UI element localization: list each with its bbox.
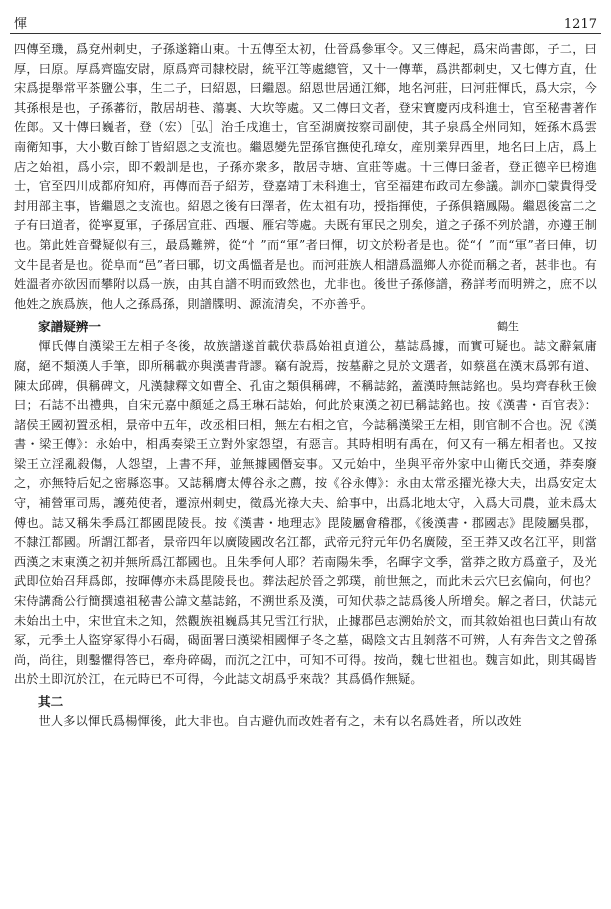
subsection-paragraph: 世人多以惲氏爲楊惲後，此大非也。自古避仇而改姓者有之，未有以名爲姓者，所以改姓 — [38, 714, 522, 728]
main-text — [14, 40, 597, 732]
opening-paragraph: 四傳至璣，爲兗州刺史，子孫遂籍山東。十五傳至太初，仕晉爲參軍令。又三傳起，爲宋尚書郎，子二，曰厚，曰原。厚爲齊臨安尉，原爲齊司隸校尉，統平江等處總管，又十一傳華，爲洪都刺史，又七傳方直，仕宋爲提舉常平茶鹽公事，生二子，曰紹恩，曰繼恩。紹恩世居通江鄉，地名河莊，曰河莊惲氏，爲大宗，今其孫根是也，子孫蕃衍，散居胡巷、蕩裏、大坎等處。又二傳曰文者，登宋寶慶丙戌科進士，官至秘書著作佐郎。又十傳曰巍者，登（宏）［弘］治壬戌進士，官至湖廣按察司副使，其子泉爲全州同知，姪孫木爲雲南衛知事，大小數百餘丁皆紹恩之支流也。繼恩變先罡孫官撫使孔璋女，産別業舁西里，地名曰上店，爲上店之始祖，爲小宗，即不穀訓是也，子孫亦衆多，散居寺塘、宣莊等處。十三傳曰釜者，登正德辛巳榜進士，官至四川成都府知府，再傳而吾子紹芳，登嘉靖丁未科進士，官至福建布政司左參議。訓亦□蒙貴得受封用部主事，皆繼恩之支流也。紹恩之後有曰澤者，佐太祖有功，授指揮使，子孫俱籍鳳陽。繼恩後富二之子有曰道者，從寧夏軍，子孫居宣莊、西堰、雁宕等處。夫既有軍民之別矣，道之子孫不列於譜，亦遵王制也。第此姓音聲疑似有三，最爲難辨，從“忄”而“軍”者曰惲，切文於粉者是也。從“亻”而“軍”者曰俥，切文牛昆者是也。從阜而“邑”者曰鄆，切文禹慍者是也。而河莊族人相譜爲溫鄉人亦從而稱之者，甚非也。有姓溫者亦欲因而攀附以爲一族，由其自譜不明而致然也，尤非也。後世子孫修譜，務詳考而明辨之，庶不以他姓之族爲族，他人之孫爲孫，則譜牒明、源流清矣，不亦善乎。 — [14, 42, 597, 311]
section-heading — [14, 316, 597, 337]
page-header — [14, 6, 597, 32]
section-paragraph: 惲氏傳自漢梁王左相子冬後，故族譜遂首載伏恭爲始祖貞道公，墓誌爲據，而實可疑也。誌文辭氣庸腐，絕不類漢人手筆，即所稱載亦與漢書背謬。竊有說焉，按墓辭之見於文選者，如蔡邕在漢末爲郭有道、陳太邱碑，俱稱碑文，凡漢隸釋文如曹全、孔宙之類俱稱碑，不稱誌銘，蓋漢時無誌銘也。吳均齊春秋王儉曰；石誌不出禮典，自宋元嘉中顏延之爲王琳石誌始，何此於東漢之初已稱誌銘也。按《漢書・百官表》：諸侯王國初置丞相，景帝中五年，改丞相曰相，無左右相之官，今誌稱漢梁王左相，則官制不合也。況《漢書・梁王傳》：永始中，相禹奏梁王立對外家怨望，有惡言。其時相明有禹在，何又有一稱左相者也。又按梁王立淫亂殺傷，人怨望，上書不拜，並無據國僭妄事。又元始中，坐與平帝外家中山衛氏交通，莽奏廢之，亦無特后妃之密縣恣事。又誌稱膺太傅谷永之薦，按《谷永傳》：永由太常丞擢光祿大夫，出爲安定太守，補營軍司馬，護苑使者，遷涼州刺史，徵爲光祿大夫、給事中，出爲北地太守，入爲大司農，並未爲太傅也。誌又稱朱季爲江都國毘陵長。按《漢書・地理志》毘陵屬會稽郡，《後漢書・郡國志》毘陵屬吳郡，不隸江都國。所謂江都者，景帝四年以廣陵國改名江都，武帝元狩元年仍名廣陵，至王莽又改名江平，則當西漢之末東漢之初并無所爲江都國也。且朱季何人耶？若南陽朱季，名暉字文季，當莽之敗方爲童子，及光武即位始召拜爲郎，按暉傳亦未爲毘陵長也。葬法起於晉之郭璞，前世無之，而此未云穴巳玄偏向，何也？宋侍講喬公行簡撰遠祖秘書公諱文墓誌銘，不溯世系及漢，可知伏恭之誌爲後人所增矣。解之者曰，伏誌元未始出土中，宋世宜未之知，然觀族祖巍爲其兄雪江行狀，止據郡邑志溯始於文，而其敘始祖也曰黃山有故冢，元季土人盜穿冢得小石碣，碣面署曰漢梁相國惲子冬之墓，碣陰文古且剝落不可辨，人有奔告文之曾孫尚，尚往，則鑿懼得答已，牽舟碎碣，而沉之江中，可知不可得。按尚，魏七世祖也。魏言如此，則其碣皆出於土即沉於江，在元時已不可得，今此誌文胡爲乎來哉？其爲僞作無疑。 — [14, 339, 597, 687]
page-number: 1217 — [563, 17, 597, 32]
subsection-heading: 其二 — [38, 694, 64, 709]
running-head-character: 惲 — [14, 17, 28, 32]
header-divider — [10, 33, 601, 34]
section-title: 家譜疑辨一 — [38, 319, 101, 335]
section-author: 鶴生 — [497, 320, 519, 334]
